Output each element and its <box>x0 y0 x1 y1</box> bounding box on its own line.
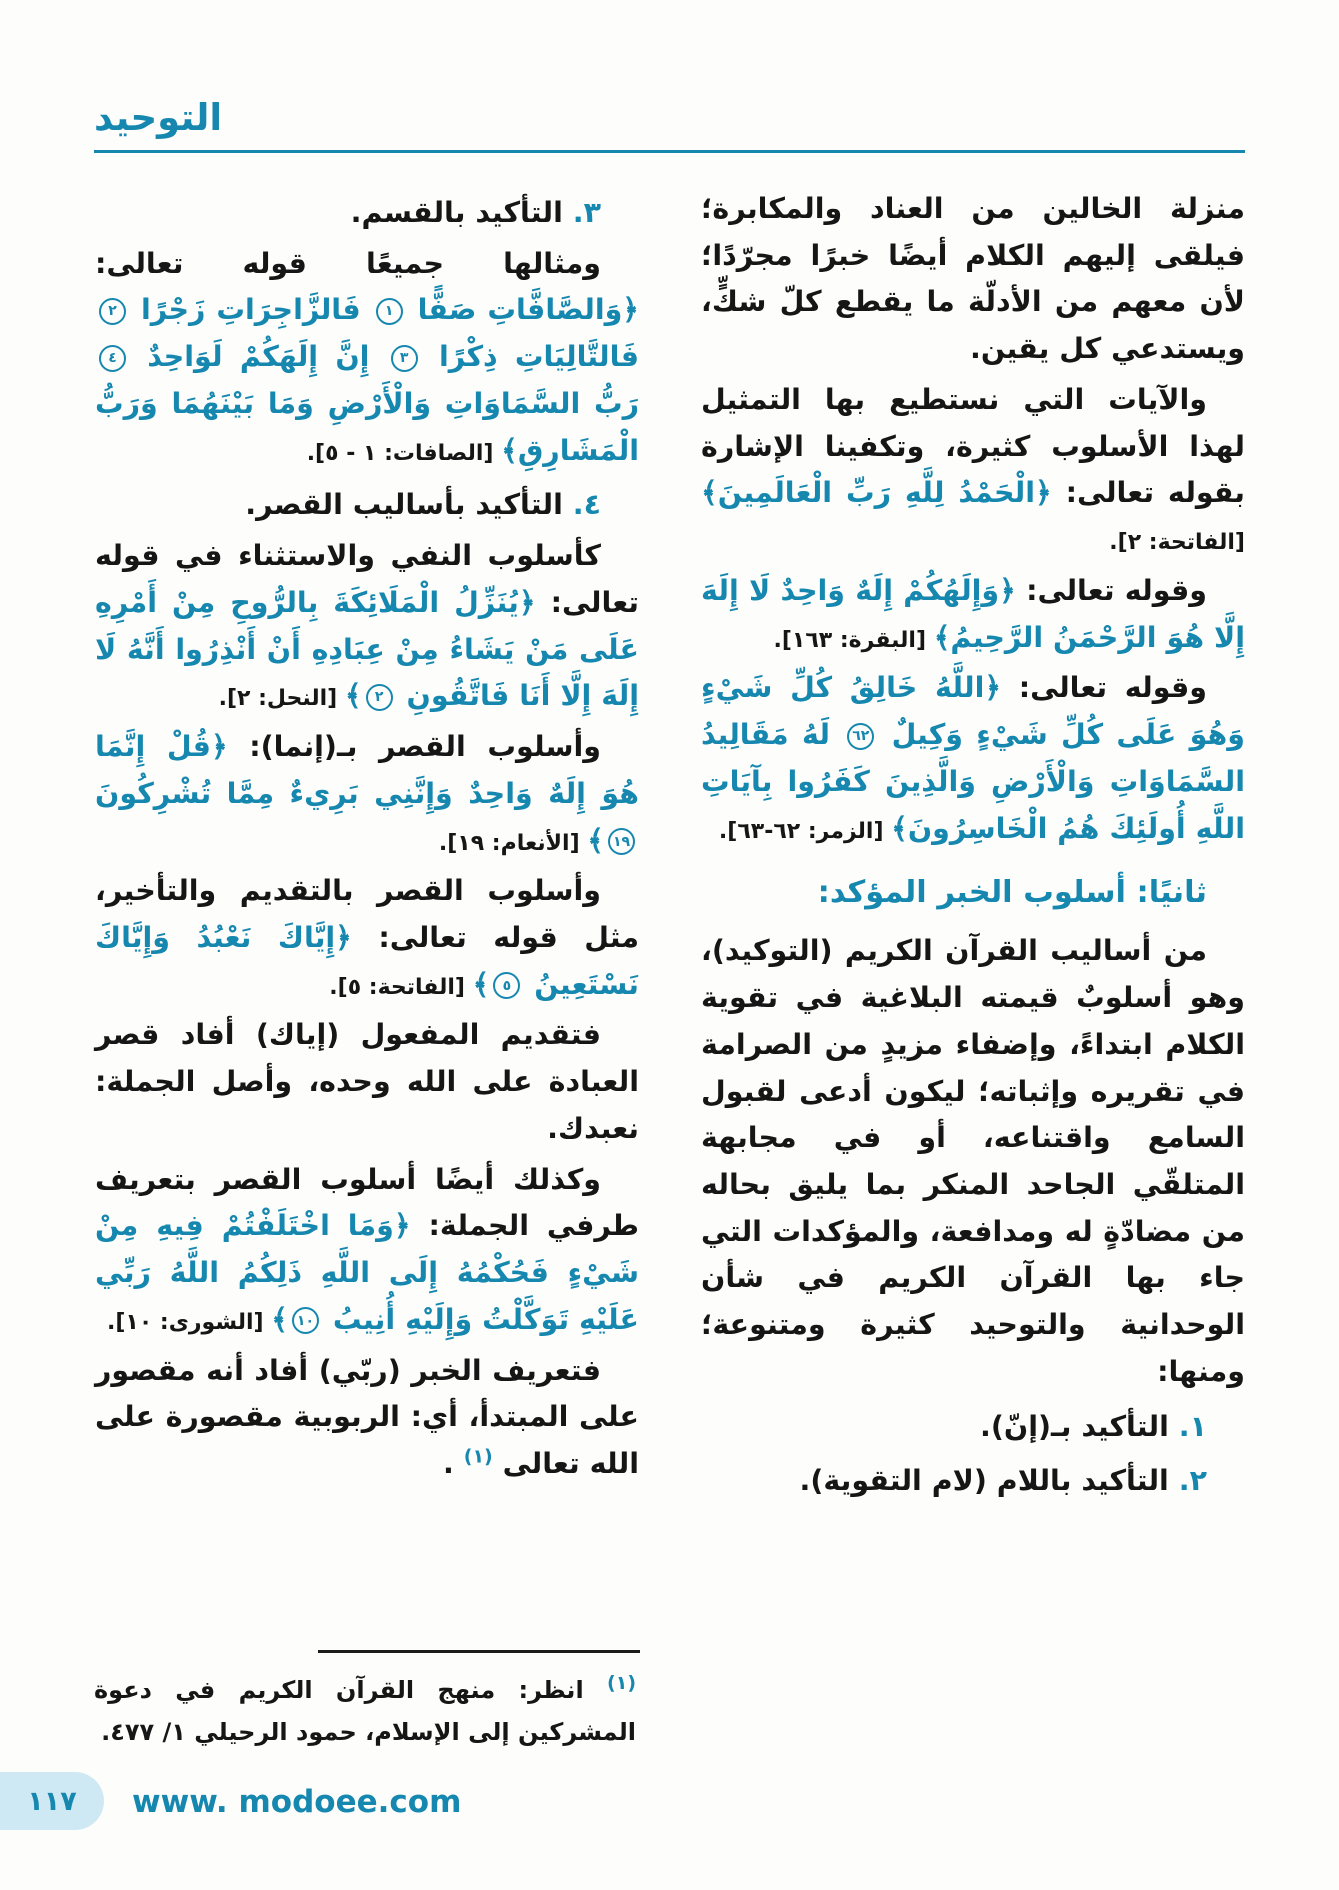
header-divider <box>94 150 1245 153</box>
list-item <box>701 1404 1245 1451</box>
right-column <box>701 182 1245 1509</box>
text-run: وقوله تعالى: <box>1001 671 1207 705</box>
quran-verse: ﴾ <box>472 967 490 1001</box>
text-run: فتقديم المفعول (إياك) أفاد قصر العبادة على الله وحده، وأصل الجملة: نعبدك. <box>95 1018 639 1145</box>
verse-number-badge: ٤ <box>99 345 126 372</box>
list-number: ٤. <box>562 488 601 522</box>
footnote-text <box>94 1667 640 1753</box>
paragraph <box>701 665 1245 852</box>
footnote-marker: (١) <box>463 1445 493 1468</box>
quran-verse: ﴿وَمَا اخْتَلَفْتُمْ فِيهِ مِنْ شَيْءٍ فَحُكْمُهُ إِلَى اللَّهِ ذَلِكُمُ اللَّهُ رَبِّي عَلَيْهِ تَوَكَّلْتُ وَإِلَيْهِ أُنِيبُ <box>95 1209 639 1336</box>
list-item <box>701 1458 1245 1505</box>
verse-reference: [البقرة: ١٦٣]. <box>773 627 934 653</box>
paragraph <box>701 568 1245 661</box>
list-item <box>95 190 639 237</box>
text-run: التأكيد بـ(إنّ). <box>980 1409 1169 1443</box>
verse-reference: [الفاتحة: ٢]. <box>1109 530 1245 556</box>
left-column <box>95 182 639 1509</box>
verse-reference: [الصافات: ١ - ٥]. <box>306 440 502 466</box>
quran-verse: ﴿إِيَّاكَ نَعْبُدُ وَإِيَّاكَ نَسْتَعِينُ <box>95 921 639 1001</box>
list-number: ٣. <box>562 196 601 229</box>
footnote-block <box>94 1650 640 1753</box>
paragraph <box>701 928 1245 1395</box>
quran-verse: فَالتَّالِيَاتِ ذِكْرًا <box>421 340 639 374</box>
quran-verse: ﴿يُنَزِّلُ الْمَلَائِكَةَ بِالرُّوحِ مِنْ أَمْرِهِ عَلَى مَنْ يَشَاءُ مِنْ عِبَادِهِ أَنْ أَنْذِرُوا أَنَّهُ لَا إِلَهَ إِلَّا أَنَا فَاتَّقُونِ <box>95 585 639 713</box>
text-run: والآيات التي نستطيع بها التمثيل لهذا الأسلوب كثيرة، وتكفينا الإشارة بقوله تعالى: <box>701 382 1245 510</box>
quran-verse: ﴾ <box>587 823 604 857</box>
paragraph <box>95 1012 639 1152</box>
verse-number-badge: ١٠ <box>292 1307 319 1334</box>
verse-number-badge: ٢ <box>99 298 126 325</box>
verse-number-badge: ٣ <box>391 345 418 372</box>
text-run: ثانيًا: أسلوب الخبر المؤكد: <box>817 875 1207 911</box>
verse-reference: [الشورى: ١٠]. <box>106 1309 272 1335</box>
quran-verse: ﴿الْحَمْدُ لِلَّهِ رَبِّ الْعَالَمِينَ﴾ <box>701 476 1052 510</box>
text-run: وكذلك أيضًا أسلوب القصر بتعريف طرفي الجملة: <box>95 1162 639 1243</box>
page-number: ١١٧ <box>27 1785 77 1817</box>
verse-number-badge: ٥ <box>493 972 520 999</box>
verse-reference: [الأنعام: ١٩]. <box>438 830 588 856</box>
website-url: www. modoee.com <box>132 1784 462 1820</box>
text-run: من أساليب القرآن الكريم (التوكيد)، وهو أسلوبٌ قيمته البلاغية في تقوية الكلام ابتداءً، وإضفاء مزيدٍ من الصرامة في تقريره وإثباته؛ ليكون أدعى لقبول السامع واقتناعه، أو في مجابهة المتلقّي الجاحد المنكر بما يليق بحاله من مضادّةٍ له ومدافعة، والمؤكدات التي جاء بها القرآن الكريم في شأن الوحدانية والتوحيد كثيرة ومتنوعة؛ ومنها: <box>701 934 1245 1388</box>
quran-verse: رَبُّ السَّمَاوَاتِ وَالْأَرْضِ وَمَا بَيْنَهُمَا وَرَبُّ الْمَشَارِقِ﴾ <box>95 386 639 467</box>
text-run: التأكيد بالقسم. <box>350 196 563 229</box>
quran-verse: ﴿وَإِلَهُكُمْ إِلَهٌ وَاحِدٌ لَا إِلَهَ إِلَّا هُوَ الرَّحْمَنُ الرَّحِيمُ﴾ <box>701 573 1245 654</box>
verse-number-badge: ١٩ <box>608 828 635 855</box>
text-run: وأسلوب القصر بـ(إنما): <box>227 730 601 764</box>
text-run: منزلة الخالين من العناد والمكابرة؛ فيلقى إليهم الكلام أيضًا خبرًا مجرّدًا؛ لأن معهم من الأدلّة ما يقطع كلّ شكٍّ، ويستدعي كل يقين. <box>701 192 1245 366</box>
text-columns <box>94 182 1245 1509</box>
paragraph <box>701 377 1245 564</box>
quran-verse: إِنَّ إِلَهَكُمْ لَوَاحِدٌ <box>130 340 387 374</box>
paragraph <box>701 186 1245 373</box>
quran-verse: فَالزَّاجِرَاتِ زَجْرًا <box>130 293 372 327</box>
quran-verse: ﴾ <box>344 679 362 713</box>
list-number: ١. <box>1168 1409 1207 1443</box>
quran-verse: لَهُ مَقَالِيدُ السَّمَاوَاتِ وَالْأَرْضِ وَالَّذِينَ كَفَرُوا بِآيَاتِ اللَّهِ أُولَئِكَ هُمُ الْخَاسِرُونَ﴾ <box>701 718 1245 845</box>
paragraph <box>95 868 639 1008</box>
paragraph <box>95 241 639 475</box>
list-number: ٢. <box>1168 1464 1207 1498</box>
verse-reference: [الزمر: ٦٢-٦٣]. <box>718 818 892 844</box>
verse-number-badge: ٦٢ <box>847 723 874 750</box>
verse-number-badge: ٢ <box>366 684 393 711</box>
page-number-badge <box>0 1772 104 1830</box>
quran-verse: ﴿اللَّهُ خَالِقُ كُلِّ شَيْءٍ وَهُوَ عَلَى كُلِّ شَيْءٍ وَكِيلٌ <box>701 671 1245 752</box>
quran-verse: ﴿وَالصَّافَّاتِ صَفًّا <box>406 293 639 327</box>
text-run: التأكيد بأساليب القصر. <box>245 488 563 522</box>
section-heading <box>701 868 1245 918</box>
paragraph <box>95 1157 639 1344</box>
verse-reference: [النحل: ٢]. <box>218 686 345 712</box>
list-item <box>95 482 639 529</box>
text-run: التأكيد باللام (لام التقوية). <box>799 1464 1169 1498</box>
text-run: وأسلوب القصر بالتقديم والتأخير، مثل قوله تعالى: <box>95 874 640 955</box>
paragraph <box>95 533 639 720</box>
text-run: وقوله تعالى: <box>1015 573 1207 607</box>
text-run: . <box>443 1447 464 1481</box>
text-run: فتعريف الخبر (ربّي) أفاد أنه مقصور على المبتدأ، أي: الربوبية مقصورة على الله تعالى <box>95 1353 639 1481</box>
page-header-title: التوحيد <box>94 96 223 139</box>
text-run: كأسلوب النفي والاستثناء في قوله تعالى: <box>95 539 639 619</box>
text-run: انظر: منهج القرآن الكريم في دعوة المشركين إلى الإسلام، حمود الرحيلي ١/ ٤٧٧. <box>94 1676 636 1746</box>
paragraph <box>95 724 639 864</box>
quran-verse: ﴾ <box>271 1302 288 1336</box>
text-run: ومثالها جميعًا قوله تعالى: <box>95 246 601 280</box>
quran-verse: ﴿قُلْ إِنَّمَا هُوَ إِلَهٌ وَاحِدٌ وَإِنَّنِي بَرِيءٌ مِمَّا تُشْرِكُونَ <box>95 730 639 810</box>
footnote-marker: (١) <box>607 1672 636 1694</box>
verse-number-badge: ١ <box>376 298 403 325</box>
verse-reference: [الفاتحة: ٥]. <box>329 974 473 1000</box>
paragraph <box>95 1348 639 1488</box>
footnote-divider <box>318 1650 640 1653</box>
